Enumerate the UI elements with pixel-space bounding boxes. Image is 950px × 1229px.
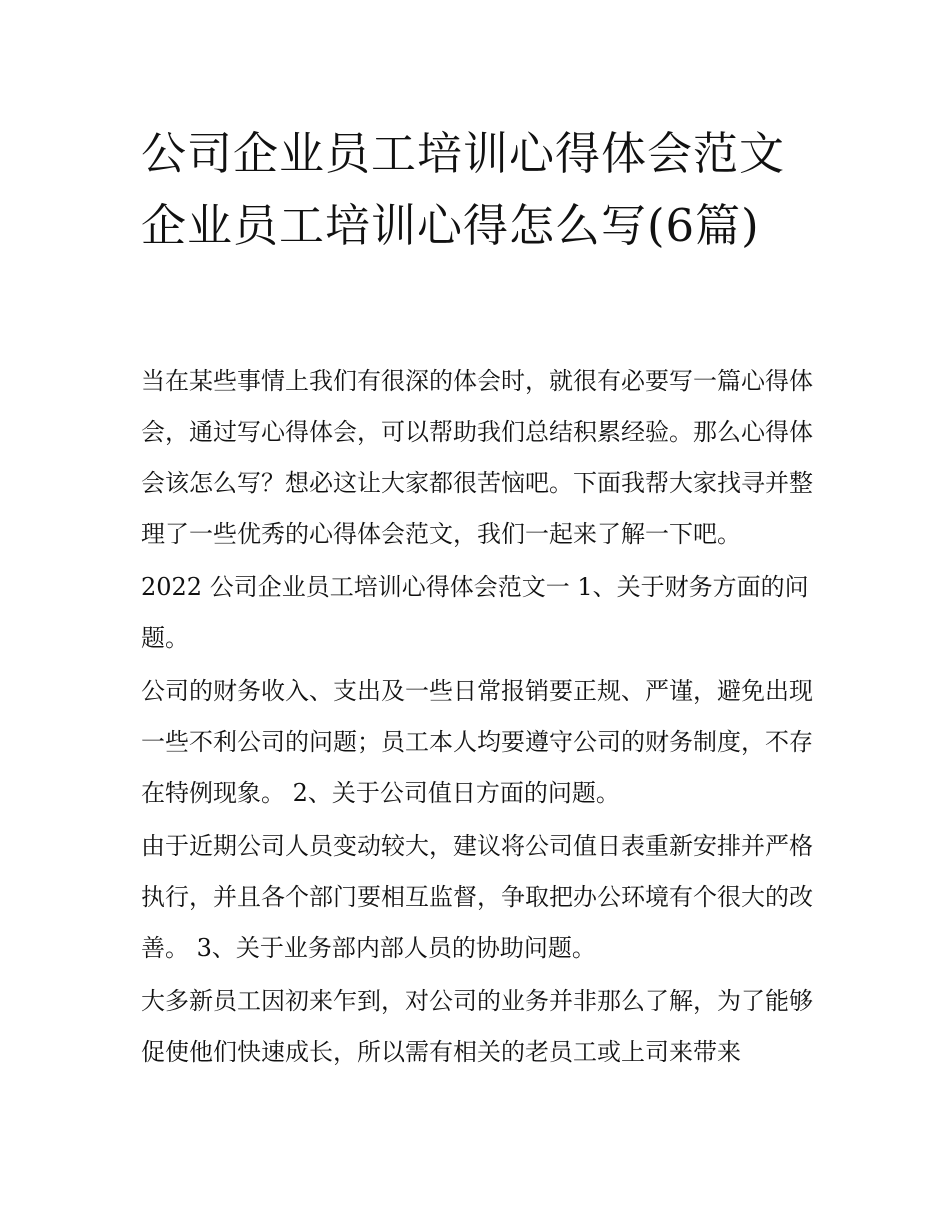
paragraph-finance: 公司的财务收入、支出及一些日常报销要正规、严谨，避免出现一些不利公司的问题；员工本人均要遵守公司的财务制度，不存在特例现象。 2、关于公司值日方面的问题。: [141, 677, 813, 807]
paragraph-duty: 由于近期公司人员变动较大，建议将公司值日表重新安排并严格执行，并且各个部门要相互监督，争取把办公环境有个很大的改善。 3、关于业务部内部人员的协助问题。: [141, 832, 813, 962]
document-body: [141, 356, 816, 1080]
document-title: 公司企业员工培训心得体会范文 企业员工培训心得怎么写(6篇): [141, 127, 786, 252]
paragraph-intro: 当在某些事情上我们有很深的体会时，就很有必要写一篇心得体会，通过写心得体会，可以帮助我们总结积累经验。那么心得体会该怎么写？想必这让大家都很苦恼吧。下面我帮大家找寻并整理了一些优秀的心得体会范文，我们一起来了解一下吧。: [141, 367, 813, 548]
paragraph-section-heading: 2022 公司企业员工培训心得体会范文一 1、关于财务方面的问题。: [141, 573, 809, 652]
paragraph-new-staff: 大多新员工因初来乍到，对公司的业务并非那么了解，为了能够促使他们快速成长，所以需有相关的老员工或上司来带来: [141, 987, 813, 1066]
